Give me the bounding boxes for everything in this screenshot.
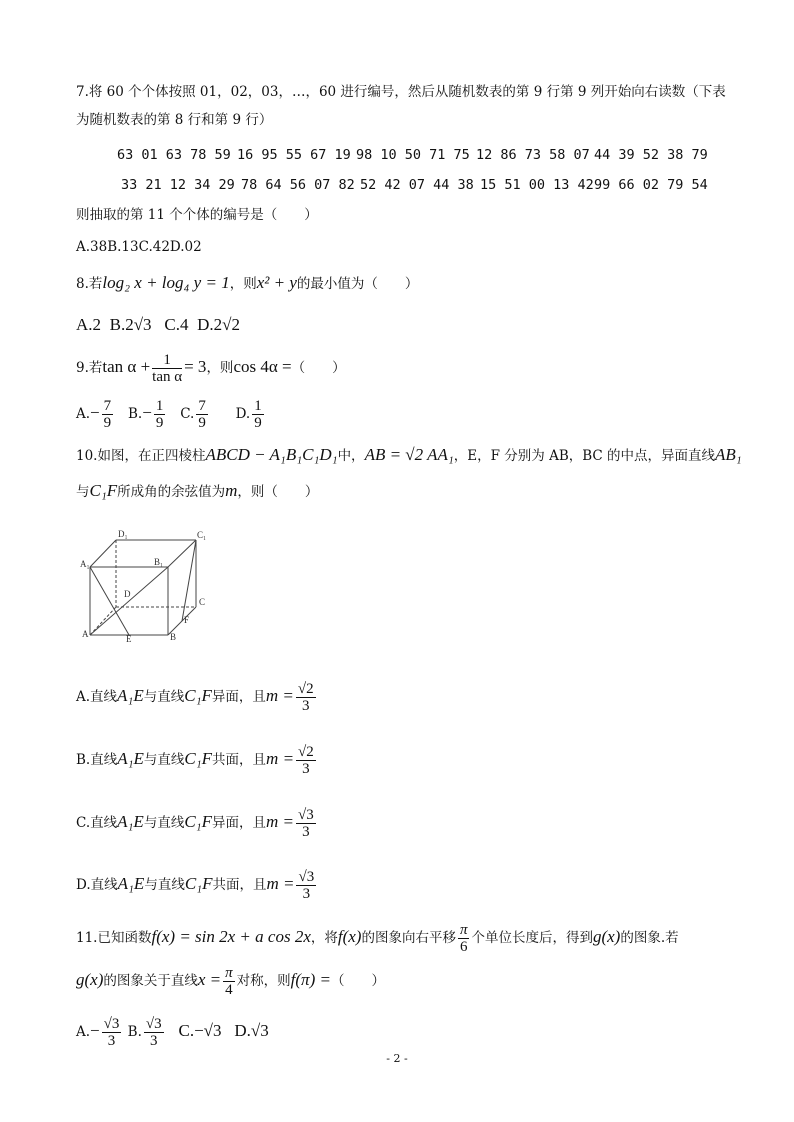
q8-expression: x² + y	[256, 273, 297, 292]
q10-option-d: D.直线A₁E与直线C₁F共面，且m = $\frac{√3}{3}$	[76, 869, 315, 902]
q10-option-b: B.直线A₁E与直线C₁F共面，且m = $\frac{√2}{3}$	[76, 744, 314, 777]
label-a: A	[82, 629, 89, 639]
table-cell: 52 42 07 44 38	[360, 177, 474, 193]
page-number: - 2 -	[386, 1052, 408, 1065]
table-cell: 15 51 00 13 42	[480, 177, 594, 193]
q7-line2: 为随机数表的第 8 行和第 9 行）	[76, 112, 273, 128]
table-cell: 78 64 56 07 82	[241, 177, 355, 193]
q8-options: A.2 B.2√3 C.4 D.2√2	[76, 315, 240, 334]
label-a1: A₁	[80, 559, 90, 569]
label-f: F	[184, 615, 190, 625]
q10-option-a: A.直线A₁E与直线C₁F异面，且m = $\frac{√2}{3}$	[76, 681, 314, 714]
table-cell: 12 86 73 58 07	[476, 147, 590, 163]
table-cell: 33 21 12 34 29	[121, 177, 235, 193]
table-cell: 44 39 52 38 79	[594, 147, 708, 163]
label-b: B	[170, 632, 177, 642]
q11-options: A.− $\frac{√3}{3}$ B. $\frac{√3}{3}$ C.−√3 D.√3	[76, 1016, 269, 1049]
table-cell: 98 10 50 71 75	[356, 147, 470, 163]
label-b1: B₁	[154, 557, 164, 567]
q7-ask: 则抽取的第 11 个个体的编号是（ ）	[76, 207, 318, 223]
q8-condition: log₂ x + log₄ y = 1	[102, 273, 230, 292]
q9-stem: 9.若tan α + $\frac{1}{\text{tan α}}$ = 3，则cos 4α =（ ）	[76, 352, 346, 385]
table-cell: 63 01 63 78 59	[117, 147, 231, 163]
q10-line1: 10.如图，在正四棱柱ABCD − A₁B₁C₁D₁中，AB = √2 AA₁，E，F 分别为 AB，BC 的中点，异面直线AB₁	[76, 445, 742, 464]
q7-options: A.38B.13C.42D.02	[76, 239, 202, 255]
q10-line2: 与C₁F所成角的余弦值为m，则（ ）	[76, 481, 319, 500]
label-c: C	[199, 597, 206, 607]
q10-option-c: C.直线A₁E与直线C₁F异面，且m = $\frac{√3}{3}$	[76, 807, 314, 840]
label-c1: C₁	[197, 530, 207, 540]
q9-options: A.− $\frac{7}{9}$ B.− $\frac{1}{9}$ C. $\frac{7}{9}$ D. $\frac{1}{9}$	[76, 398, 262, 431]
prism-figure	[78, 525, 218, 650]
label-d: D	[124, 589, 131, 599]
q7-line1: 7.将 60 个个体按照 01，02，03，…，60 进行编号，然后从随机数表的第 9 行第 9 列开始向右读数（下表	[76, 84, 726, 100]
label-e: E	[126, 634, 132, 644]
q11-line1: 11.已知函数f(x) = sin 2x + a cos 2x，将f(x)的图象向右平移 $\frac{\pi}{6}$ 个单位长度后，得到g(x)的图象.若	[76, 922, 679, 955]
table-cell: 99 66 02 79 54	[594, 177, 708, 193]
q11-line2: g(x)的图象关于直线x = $\frac{\pi}{4}$ 对称，则f(π) =（ ）	[76, 965, 385, 998]
label-d1: D₁	[118, 529, 128, 539]
q8-stem: 8.若log₂ x + log₄ y = 1，则x² + y的最小值为（ ）	[76, 273, 419, 292]
fraction: $\frac{1}{\text{tan α}}$	[152, 352, 183, 385]
table-cell: 16 95 55 67 19	[237, 147, 351, 163]
